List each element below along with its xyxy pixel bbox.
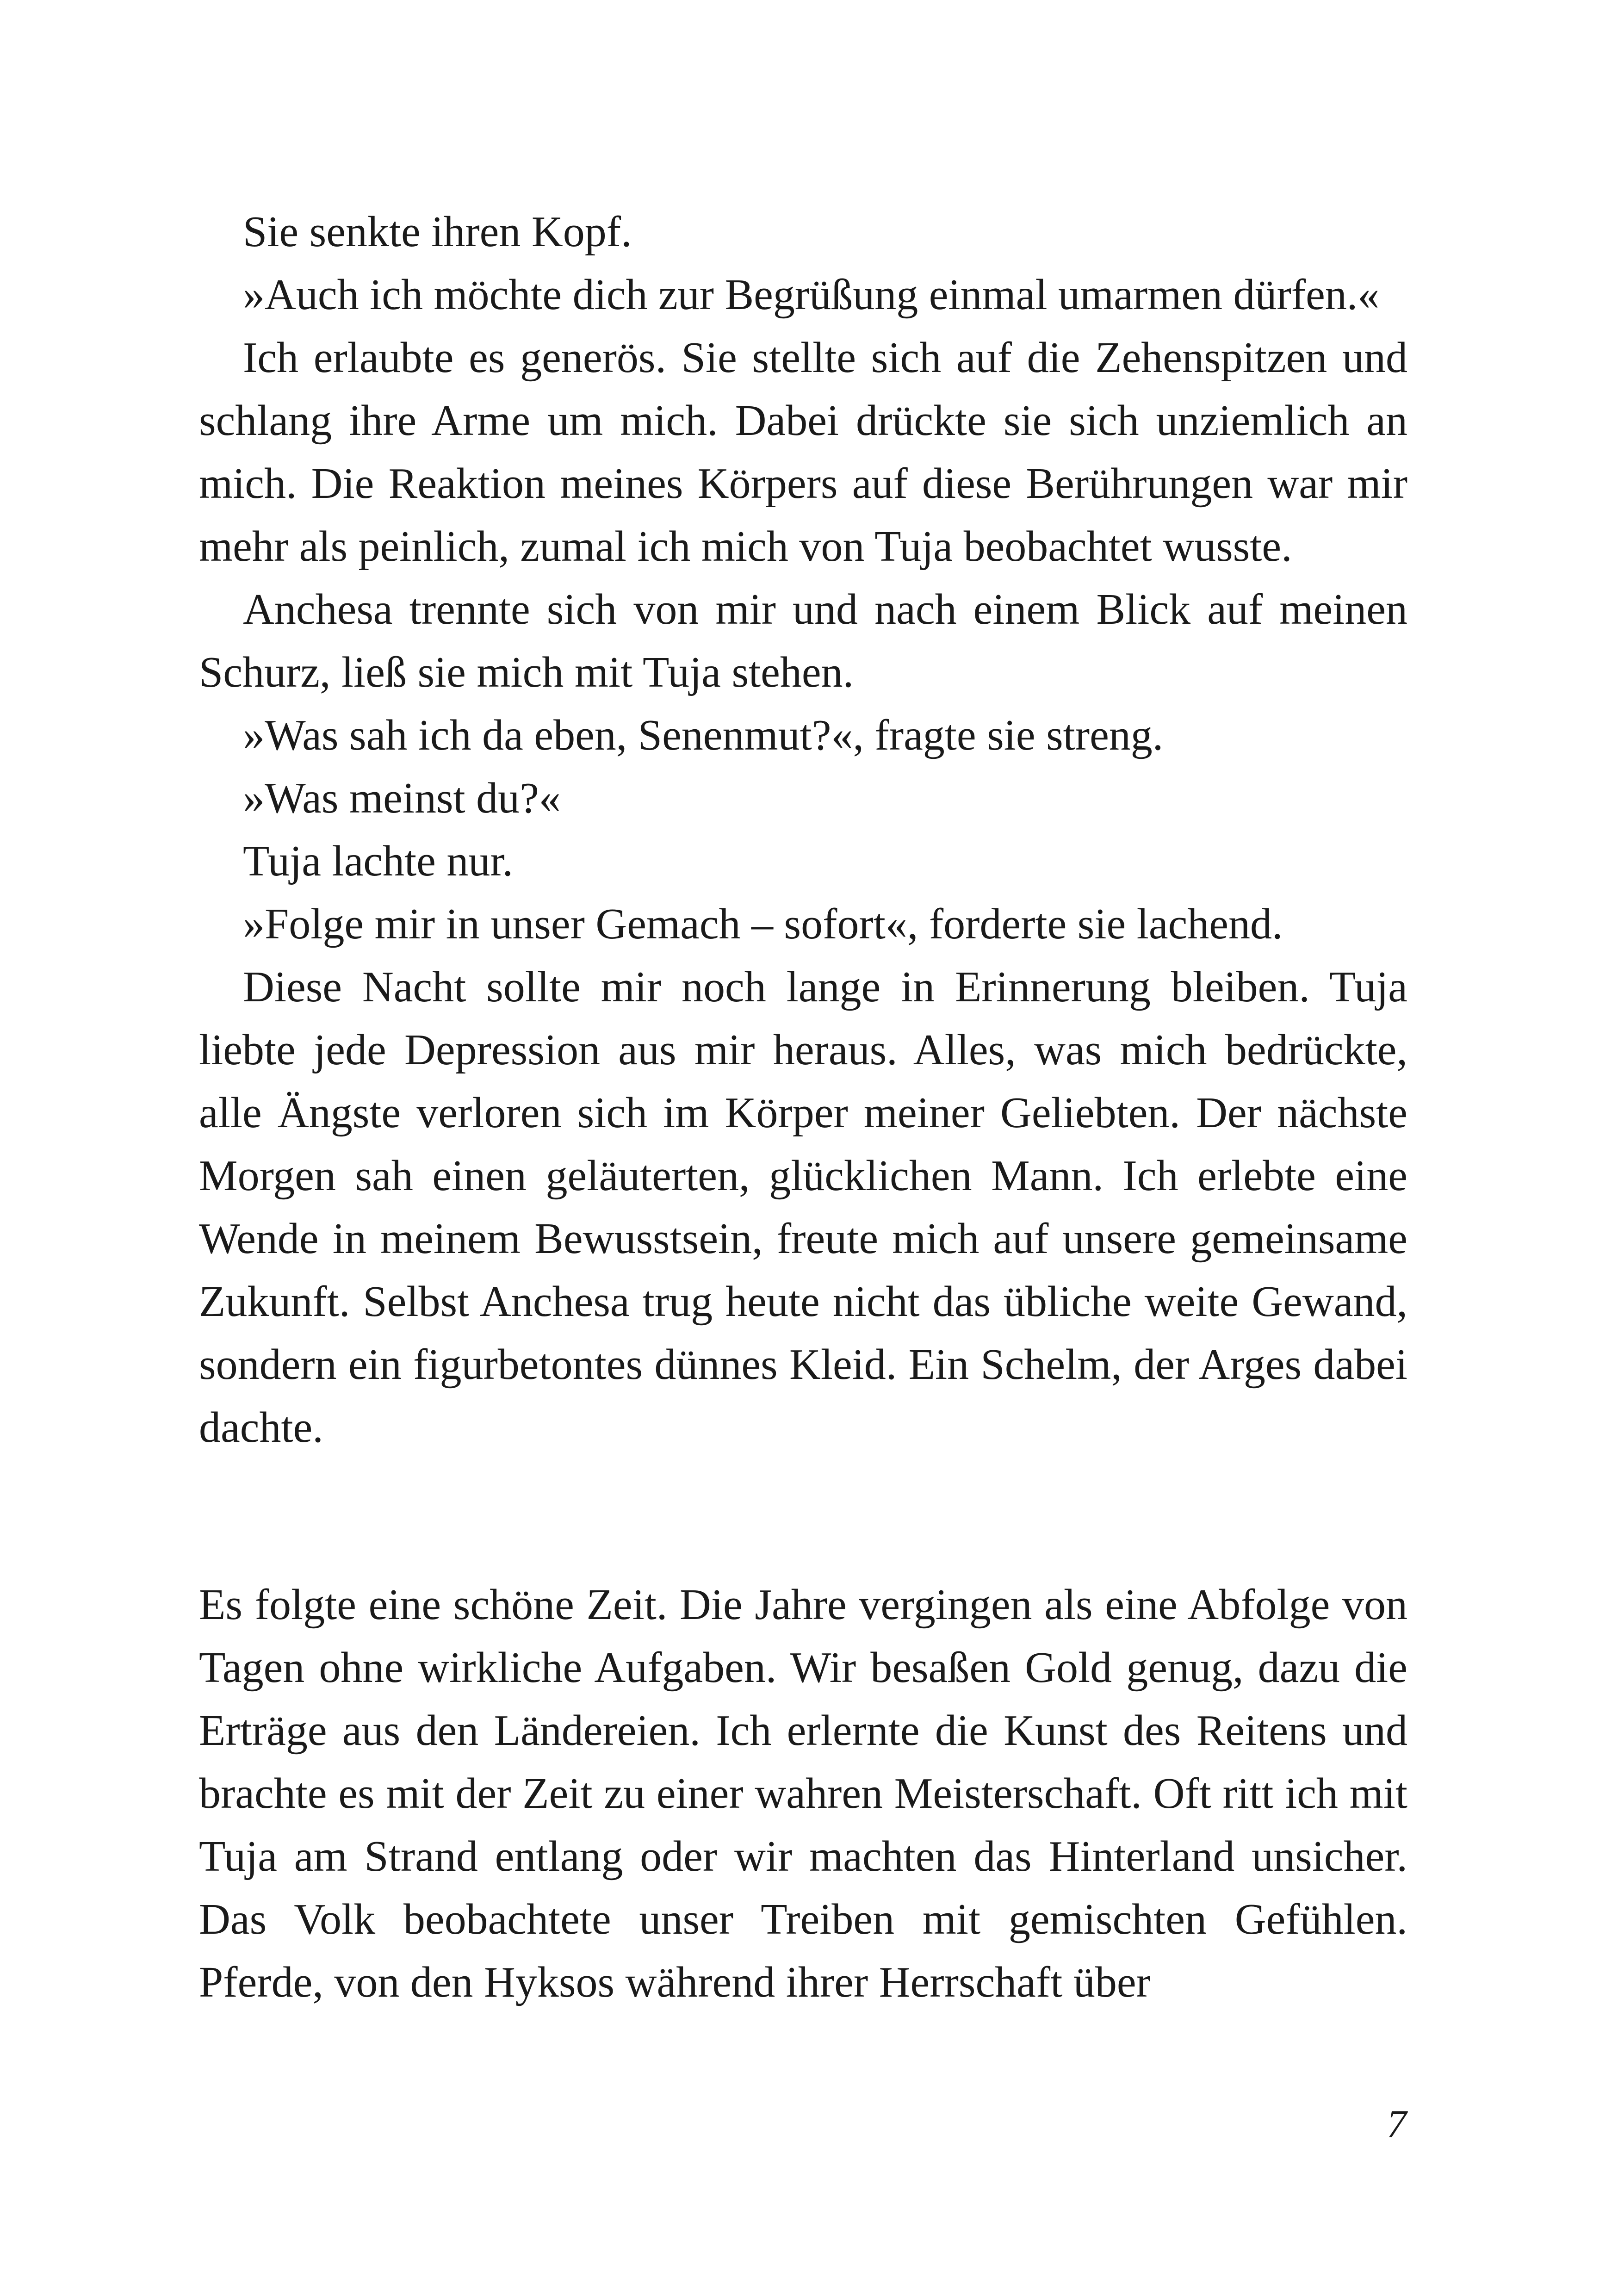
paragraph: »Was meinst du?« bbox=[243, 774, 561, 822]
paragraph: Diese Nacht sollte mir noch lange in Erinnerung bleiben. Tuja liebte jede Depression aus mir heraus. Alles, was mich bedrückte, alle Ängste verloren sich im Körper meiner Geliebten. Der nächste Morgen sah einen geläuterten, glücklichen Mann. Ich erlebte eine Wende in meinem Bewusstsein, freute mich auf unsere gemeinsame Zukunft. Selbst Anchesa trug heute nicht das übliche weite Gewand, sondern ein figurbetontes dünnes Kleid. Ein Schelm, der Arges dabei dachte. bbox=[199, 963, 1407, 1452]
paragraph: »Auch ich möchte dich zur Begrüßung einmal umarmen dürfen.« bbox=[243, 271, 1380, 319]
paragraph: »Was sah ich da eben, Senenmut?«, fragte sie streng. bbox=[243, 711, 1164, 759]
paragraph: Ich erlaubte es generös. Sie stellte sich auf die Zehenspitzen und schlang ihre Arme um mich. Dabei drückte sie sich unziemlich an mich. Die Reaktion meines Körpers auf diese Berührungen war mir mehr als peinlich, zumal ich mich von Tuja beobachtet wusste. bbox=[199, 334, 1407, 571]
paragraph: Anchesa trennte sich von mir und nach einem Blick auf meinen Schurz, ließ sie mich mit Tuja stehen. bbox=[199, 585, 1407, 696]
text-section-2 bbox=[199, 1573, 1407, 2014]
paragraph: »Folge mir in unser Gemach – sofort«, forderte sie lachend. bbox=[243, 900, 1283, 948]
paragraph: Sie senkte ihren Kopf. bbox=[243, 208, 632, 256]
page-number: 7 bbox=[1387, 2102, 1407, 2146]
paragraph: Es folgte eine schöne Zeit. Die Jahre vergingen als eine Abfolge von Tagen ohne wirkliche Aufgaben. Wir besaßen Gold genug, dazu die Erträge aus den Ländereien. Ich erlernte die Kunst des Reitens und brachte es mit der Zeit zu einer wahren Meisterschaft. Oft ritt ich mit Tuja am Strand entlang oder wir machten das Hinterland unsicher. Das Volk beobachtete unser Treiben mit gemischten Gefühlen. Pferde, von den Hyksos während ihrer Herrschaft über bbox=[199, 1581, 1407, 2006]
text-section-1 bbox=[199, 200, 1407, 1459]
paragraph: Tuja lachte nur. bbox=[243, 837, 513, 885]
